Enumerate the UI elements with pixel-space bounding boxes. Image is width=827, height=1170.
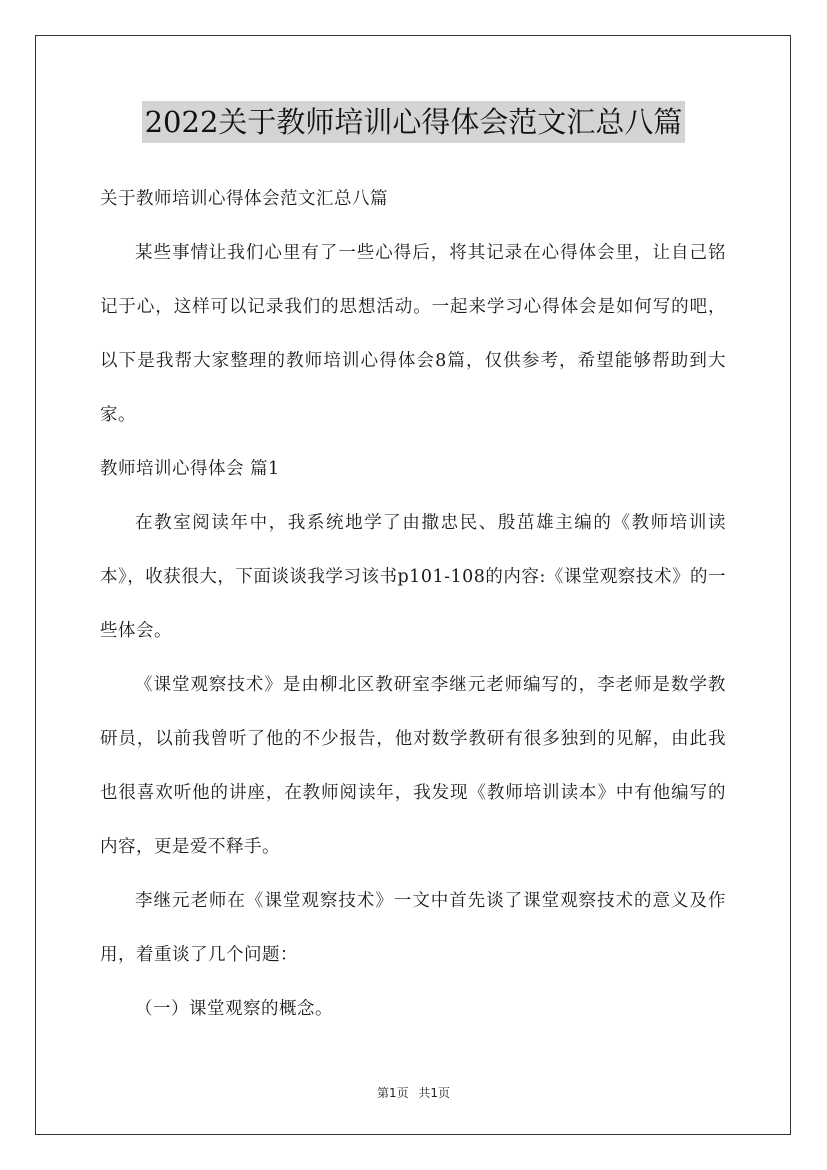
body-paragraph: 李继元老师在《课堂观察技术》一文中首先谈了课堂观察技术的意义及作用，着重谈了几个问题： <box>100 891 726 965</box>
body-paragraph: 在教室阅读年中，我系统地学了由撒忠民、殷茁雄主编的《教师培训读本》，收获很大，下面谈谈我学习该书p101-108的内容:《课堂观察技术》的一些体会。 <box>100 513 726 641</box>
intro-paragraph: 某些事情让我们心里有了一些心得后，将其记录在心得体会里，让自己铭记于心，这样可以记录我们的思想活动。一起来学习心得体会是如何写的吧，以下是我帮大家整理的教师培训心得体会8篇，仅供参考，希望能够帮助到大家。 <box>100 243 726 425</box>
subtitle-paragraph: 关于教师培训心得体会范文汇总八篇 <box>100 189 388 209</box>
list-item-paragraph: （一）课堂观察的概念。 <box>135 999 333 1019</box>
document-body <box>100 172 726 1036</box>
page-number: 第1页 <box>376 1086 409 1100</box>
body-paragraph: 《课堂观察技术》是由柳北区教研室李继元老师编写的，李老师是数学教研员，以前我曾听了他的不少报告，他对数学教研有很多独到的见解，由此我也很喜欢听他的讲座，在教师阅读年，我发现《教师培训读本》中有他编写的内容，更是爱不释手。 <box>100 675 726 857</box>
title-container <box>0 101 827 143</box>
section-heading: 教师培训心得体会 篇1 <box>100 459 280 479</box>
document-title: 2022关于教师培训心得体会范文汇总八篇 <box>142 101 686 143</box>
page-footer <box>0 1084 827 1101</box>
page-total: 共1页 <box>418 1086 451 1100</box>
